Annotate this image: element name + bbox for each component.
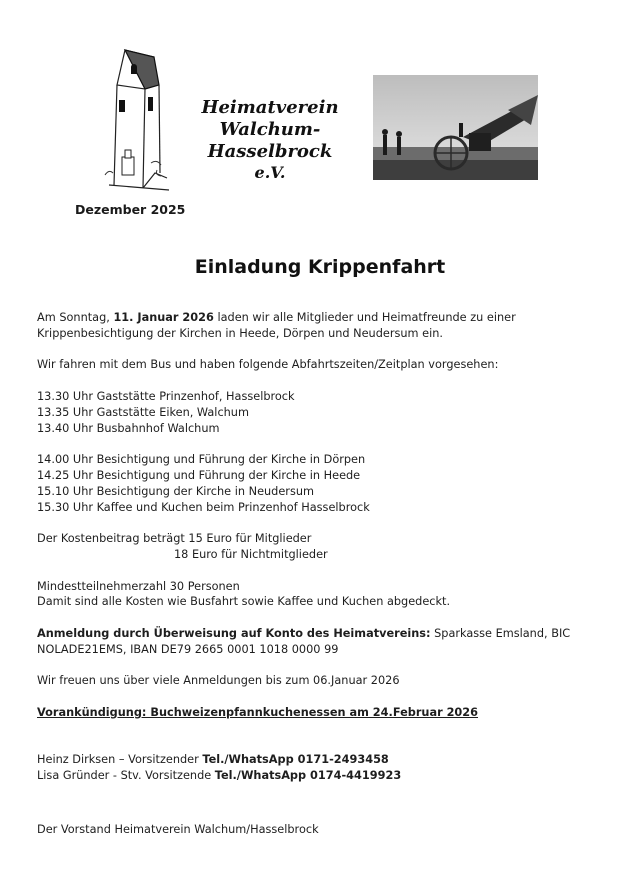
- program-list: [37, 452, 612, 515]
- cost-paragraph: [37, 531, 612, 563]
- list-item: 15.10 Uhr Besichtigung der Kirche in Neudersum: [37, 484, 314, 498]
- list-item: 14.00 Uhr Besichtigung und Führung der Kirche in Dörpen: [37, 453, 366, 467]
- church-tower-drawing: [97, 45, 177, 195]
- contact-chair: [37, 752, 612, 768]
- contacts-paragraph: [37, 752, 612, 784]
- logo-line-2: Walchum-Hasselbrock: [207, 119, 333, 162]
- intro-paragraph: [37, 310, 612, 342]
- intro-line-2: Krippenbesichtigung der Kirchen in Heede, Dörpen und Neudersum ein.: [37, 326, 443, 340]
- letter-body: [37, 310, 612, 854]
- cost-members: Der Kostenbeitrag beträgt 15 Euro für Mitglieder: [37, 532, 312, 546]
- letter-date: Dezember 2025: [75, 202, 186, 217]
- minimum-paragraph: [37, 579, 612, 611]
- logo-line-3: e.V.: [254, 163, 286, 182]
- deadline-paragraph: [37, 673, 612, 689]
- page-title: Einladung Krippenfahrt: [194, 256, 446, 278]
- logo-line-1: Heimatverein: [201, 97, 339, 118]
- registration-paragraph: [37, 626, 612, 658]
- list-item: 15.30 Uhr Kaffee und Kuchen beim Prinzenhof Hasselbrock: [37, 500, 370, 514]
- bank-details: NOLADE21EMS, IBAN DE79 2665 0001 1018 0000 99: [37, 642, 339, 656]
- contact-vice-chair: [37, 768, 612, 784]
- list-item: 14.25 Uhr Besichtigung und Führung der Kirche in Heede: [37, 468, 361, 482]
- costs-covered-note: Damit sind alle Kosten wie Busfahrt sowie Kaffee und Kuchen abgedeckt.: [37, 595, 451, 609]
- signature: Der Vorstand Heimatverein Walchum/Hasselbrock: [37, 822, 319, 836]
- departure-list: [37, 389, 612, 436]
- announcement: Vorankündigung: Buchweizenpfannkuchenessen am 24.Februar 2026: [37, 705, 479, 719]
- list-item: 13.30 Uhr Gaststätte Prinzenhof, Hasselbrock: [37, 389, 295, 403]
- contact-phone: Tel./WhatsApp 0174-4419923: [214, 769, 402, 783]
- historic-farm-machine-photo: [373, 75, 538, 180]
- schedule-intro: [37, 357, 612, 373]
- contact-phone: Tel./WhatsApp 0171-2493458: [202, 753, 389, 767]
- header-banner: [75, 45, 565, 200]
- list-item: 13.35 Uhr Gaststätte Eiken, Walchum: [37, 405, 249, 419]
- intro-suffix: laden wir alle Mitglieder und Heimatfreunde zu einer: [213, 311, 516, 324]
- minimum-participants: Mindestteilnehmerzahl 30 Personen: [37, 579, 240, 593]
- list-item: 13.40 Uhr Busbahnhof Walchum: [37, 421, 220, 435]
- announcement-paragraph: [37, 705, 612, 721]
- registration-heading: Anmeldung durch Überweisung auf Konto des Heimatvereins:: [37, 626, 431, 640]
- signature-paragraph: [37, 822, 612, 838]
- cost-non-members: 18 Euro für Nichtmitglieder: [174, 547, 328, 561]
- registration-deadline: Wir freuen uns über viele Anmeldungen bis zum 06.Januar 2026: [37, 674, 400, 688]
- bank-name: Sparkasse Emsland, BIC: [430, 626, 571, 640]
- club-logo-text: [175, 97, 365, 183]
- event-date: 11. Januar 2026: [113, 311, 214, 324]
- schedule-intro-text: Wir fahren mit dem Bus und haben folgende Abfahrtszeiten/Zeitplan vorgesehen:: [37, 358, 499, 372]
- contact-name: Heinz Dirksen – Vorsitzender: [37, 753, 203, 767]
- intro-prefix: Am Sonntag,: [37, 311, 114, 324]
- contact-name: Lisa Gründer - Stv. Vorsitzende: [37, 769, 215, 783]
